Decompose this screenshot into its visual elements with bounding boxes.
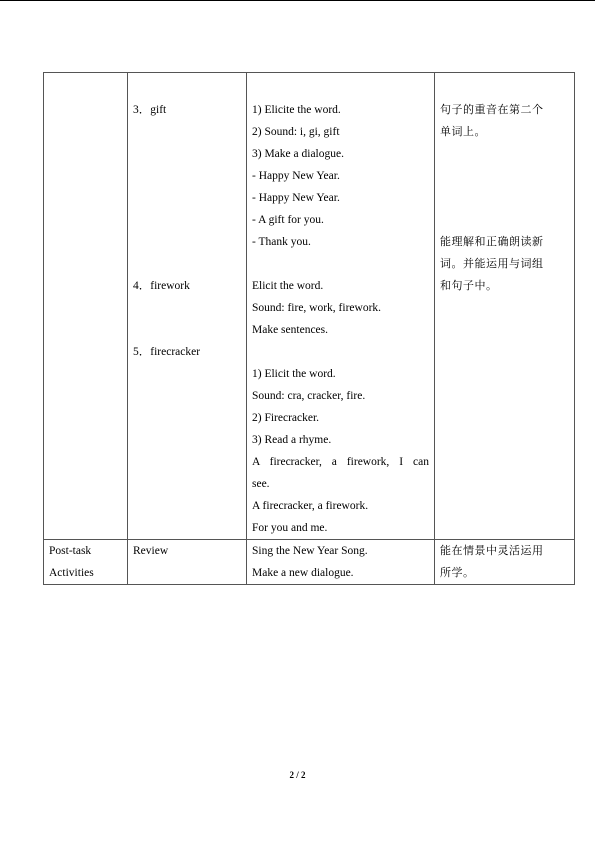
purpose-line: 所学。: [440, 566, 475, 579]
table-cell-procedure: [247, 73, 435, 540]
procedure-line: Sing the New Year Song.: [252, 545, 368, 557]
content-item-review: Review: [133, 545, 169, 557]
procedure-line: 2) Firecracker.: [252, 412, 320, 424]
table-cell-procedure: [247, 540, 435, 585]
procedure-line: Sound: cra, cracker, fire.: [252, 390, 366, 402]
page-number: 2 / 2: [289, 770, 306, 780]
purpose-line: 句子的重音在第二个: [440, 103, 544, 116]
stage-line: Activities: [49, 567, 94, 579]
purpose-line: 和句子中。: [440, 279, 498, 292]
procedure-line: Make sentences.: [252, 324, 328, 336]
procedure-line: see.: [252, 478, 270, 490]
procedure-line: 1) Elicite the word.: [252, 104, 341, 116]
procedure-line: 1) Elicit the word.: [252, 368, 336, 380]
table-cell-purpose: [435, 73, 575, 540]
stage-line: Post-task: [49, 545, 92, 557]
procedure-line: Elicit the word.: [252, 280, 324, 292]
lesson-plan-table: [43, 72, 575, 585]
table-cell-content: [128, 73, 247, 540]
procedure-line: - Happy New Year.: [252, 192, 340, 204]
procedure-line: A firecracker, a firework.: [252, 500, 369, 512]
procedure-line: For you and me.: [252, 522, 328, 534]
purpose-line: 能在情景中灵活运用: [440, 544, 544, 557]
procedure-line: 3) Make a dialogue.: [252, 148, 344, 160]
table-cell-stage: [44, 540, 128, 585]
procedure-line: A firecracker, a firework, I can: [252, 456, 429, 468]
procedure-line: Make a new dialogue.: [252, 567, 354, 579]
table-cell-content: [128, 540, 247, 585]
content-item-firecracker: 5．firecracker: [133, 346, 201, 358]
procedure-line: - Thank you.: [252, 236, 311, 248]
table-cell-stage: [44, 73, 128, 540]
page-top-rule: [0, 0, 595, 1]
content-item-firework: 4．firework: [133, 280, 190, 292]
table-row: [44, 540, 575, 585]
content-item-gift: 3．gift: [133, 104, 167, 116]
table-cell-purpose: [435, 540, 575, 585]
table-row: [44, 73, 575, 540]
purpose-line: 单词上。: [440, 125, 486, 138]
procedure-line: 3) Read a rhyme.: [252, 434, 332, 446]
purpose-line: 能理解和正确朗读新: [440, 235, 544, 248]
procedure-line: - A gift for you.: [252, 214, 324, 226]
procedure-line: 2) Sound: i, gi, gift: [252, 126, 340, 138]
purpose-line: 词。并能运用与词组: [440, 257, 544, 270]
procedure-line: - Happy New Year.: [252, 170, 340, 182]
procedure-line: Sound: fire, work, firework.: [252, 302, 382, 314]
